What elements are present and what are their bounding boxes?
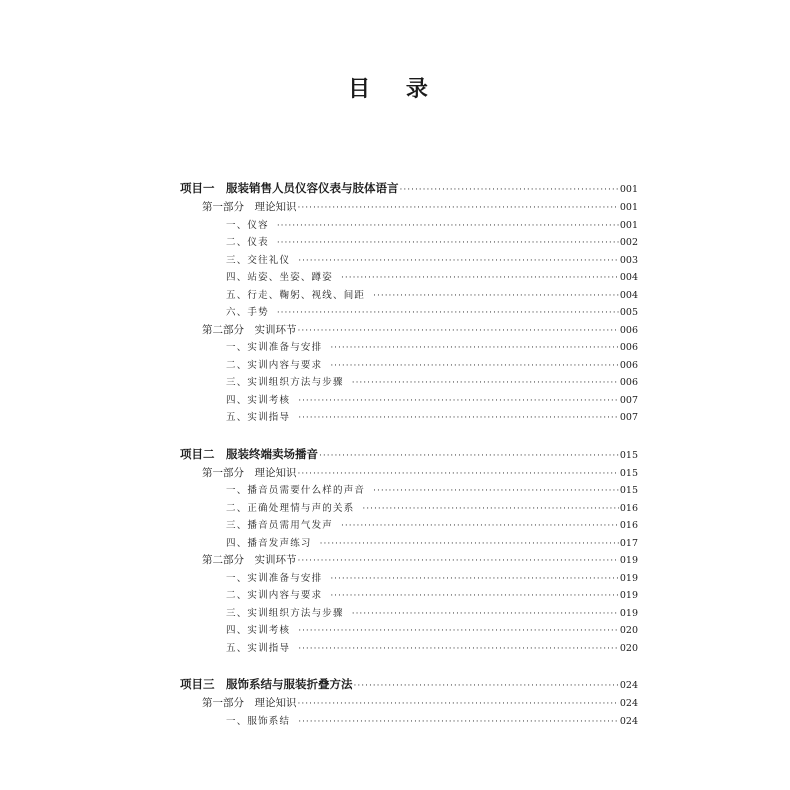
- toc-item-entry-page-number: 005: [619, 307, 638, 318]
- toc-part-entry-label: 第二部分 实训环节: [202, 554, 297, 566]
- dot-leader: [298, 626, 619, 636]
- toc-item-entry-page-number: 016: [619, 520, 638, 531]
- toc-item-entry-page-number: 007: [619, 394, 638, 406]
- toc-item-entry-page-number: 016: [619, 502, 638, 514]
- dot-leader: [298, 396, 619, 406]
- toc-item-entry-label: 四、实训考核: [226, 394, 291, 406]
- toc-part-entry-label: 第一部分 理论知识: [202, 697, 297, 709]
- toc-item-entry-label: 五、实训指导: [226, 642, 291, 654]
- toc-item-entry-label: 一、播音员需要什么样的声音: [226, 485, 366, 496]
- toc-project-entry-label: 项目三 服饰系结与服装折叠方法: [180, 677, 353, 691]
- toc-item-entry-label: 五、行走、鞠躬、视线、间距: [226, 289, 366, 301]
- toc-item-entry-page-number: 019: [619, 572, 638, 584]
- dot-leader: [341, 521, 619, 531]
- toc-item-entry[interactable]: [180, 500, 638, 518]
- toc-item-entry-page-number: 002: [619, 237, 638, 248]
- section-spacer: [180, 427, 638, 446]
- toc-item-entry-label: 一、仪容: [226, 219, 269, 231]
- dot-leader: [352, 609, 619, 619]
- toc-item-entry[interactable]: [180, 287, 638, 305]
- dot-leader: [298, 256, 619, 266]
- dot-leader: [298, 699, 619, 709]
- toc-item-entry-label: 一、实训准备与安排: [226, 572, 323, 584]
- dot-leader: [298, 644, 619, 654]
- dot-leader: [373, 291, 619, 301]
- toc-part-entry[interactable]: [180, 199, 638, 217]
- toc-part-entry-page-number: 001: [619, 202, 638, 213]
- toc-item-entry[interactable]: [180, 357, 638, 375]
- toc-item-entry-label: 五、实训指导: [226, 412, 291, 423]
- toc-item-entry-page-number: 007: [619, 412, 638, 423]
- toc-item-entry[interactable]: [180, 304, 638, 322]
- toc-item-entry[interactable]: [180, 482, 638, 500]
- dot-leader: [330, 343, 619, 353]
- toc-project-entry[interactable]: [180, 180, 638, 199]
- dot-leader: [352, 378, 619, 388]
- toc-item-entry[interactable]: [180, 339, 638, 357]
- dot-leader: [319, 451, 619, 461]
- toc-item-entry-label: 二、仪表: [226, 237, 269, 248]
- toc-item-entry[interactable]: [180, 587, 638, 605]
- page-title: 目 录: [348, 77, 442, 102]
- toc-part-entry[interactable]: [180, 552, 638, 570]
- toc-part-entry[interactable]: [180, 695, 638, 713]
- toc-part-entry[interactable]: [180, 322, 638, 340]
- toc-project-entry-page-number: 001: [619, 184, 638, 195]
- toc-item-entry[interactable]: [180, 217, 638, 235]
- toc-item-entry-label: 六、手势: [226, 307, 269, 318]
- toc-item-entry-page-number: 003: [619, 254, 638, 266]
- toc-part-entry[interactable]: [180, 465, 638, 483]
- dot-leader: [330, 361, 619, 371]
- dot-leader: [400, 185, 619, 195]
- toc-item-entry-label: 四、站姿、坐姿、蹲姿: [226, 272, 334, 283]
- toc-item-entry-page-number: 006: [619, 359, 638, 371]
- dot-leader: [298, 413, 619, 423]
- dot-leader: [330, 591, 619, 601]
- toc-item-entry[interactable]: [180, 622, 638, 640]
- dot-leader: [298, 203, 619, 213]
- toc-project-entry-page-number: 015: [619, 449, 638, 461]
- toc-item-entry-page-number: 004: [619, 272, 638, 283]
- toc-item-entry[interactable]: [180, 570, 638, 588]
- toc-project-entry[interactable]: [180, 446, 638, 465]
- toc-item-entry[interactable]: [180, 392, 638, 410]
- toc-item-entry[interactable]: [180, 252, 638, 270]
- dot-leader: [362, 504, 618, 514]
- toc-item-entry-label: 二、正确处理情与声的关系: [226, 502, 355, 514]
- toc-item-entry-page-number: 019: [619, 590, 638, 601]
- toc-item-entry[interactable]: [180, 517, 638, 535]
- toc-item-entry[interactable]: [180, 605, 638, 623]
- toc-part-entry-page-number: 015: [619, 467, 638, 479]
- toc-item-entry[interactable]: [180, 234, 638, 252]
- toc-item-entry[interactable]: [180, 409, 638, 427]
- dot-leader: [277, 308, 619, 318]
- toc-item-entry-page-number: 020: [619, 625, 638, 636]
- toc-item-entry[interactable]: [180, 269, 638, 287]
- dot-leader: [341, 273, 619, 283]
- toc-item-entry-label: 一、服饰系结: [226, 715, 291, 727]
- toc-item-entry[interactable]: [180, 535, 638, 553]
- toc-item-entry[interactable]: [180, 374, 638, 392]
- toc-item-entry-label: 二、实训内容与要求: [226, 590, 323, 601]
- toc-item-entry-label: 四、实训考核: [226, 625, 291, 636]
- dot-leader: [298, 469, 619, 479]
- dot-leader: [277, 238, 619, 248]
- toc-item-entry-page-number: 015: [619, 485, 638, 496]
- dot-leader: [330, 574, 619, 584]
- toc-item-entry-label: 四、播音发声练习: [226, 537, 312, 549]
- dot-leader: [298, 717, 619, 727]
- toc-project-entry-label: 项目二 服装终端卖场播音: [180, 446, 318, 461]
- toc-item-entry-label: 三、实训组织方法与步骤: [226, 607, 344, 619]
- toc-item-entry-page-number: 017: [619, 537, 638, 549]
- toc-item-entry-page-number: 024: [619, 715, 638, 727]
- dot-leader: [298, 556, 619, 566]
- dot-leader: [373, 486, 619, 496]
- toc-item-entry-page-number: 006: [619, 342, 638, 353]
- dot-leader: [298, 326, 619, 336]
- toc-part-entry-label: 第二部分 实训环节: [202, 323, 297, 336]
- toc-item-entry[interactable]: [180, 640, 638, 658]
- toc-item-entry-label: 三、实训组织方法与步骤: [226, 377, 344, 388]
- toc-item-entry-page-number: 004: [619, 289, 638, 301]
- dot-leader: [277, 221, 619, 231]
- toc-part-entry-label: 第一部分 理论知识: [202, 466, 297, 479]
- toc-item-entry-label: 三、交往礼仪: [226, 254, 291, 266]
- toc-project-entry-label: 项目一 服装销售人员仪容仪表与肢体语言: [180, 181, 399, 195]
- table-of-contents: [180, 180, 638, 730]
- dot-leader: [320, 539, 619, 549]
- toc-item-entry-page-number: 020: [619, 642, 638, 654]
- toc-part-entry-page-number: 024: [619, 698, 638, 709]
- toc-item-entry-page-number: 006: [619, 377, 638, 388]
- toc-item-entry-page-number: 001: [619, 219, 638, 231]
- toc-item-entry[interactable]: [180, 713, 638, 731]
- toc-part-entry-page-number: 019: [619, 555, 638, 566]
- toc-item-entry-label: 三、播音员需用气发声: [226, 520, 334, 531]
- dot-leader: [354, 681, 619, 691]
- toc-item-entry-label: 二、实训内容与要求: [226, 359, 323, 371]
- toc-item-entry-page-number: 019: [619, 607, 638, 619]
- toc-part-entry-label: 第一部分 理论知识: [202, 201, 297, 213]
- toc-project-entry[interactable]: [180, 676, 638, 695]
- toc-part-entry-page-number: 006: [619, 324, 638, 336]
- section-spacer: [180, 657, 638, 676]
- toc-item-entry-label: 一、实训准备与安排: [226, 342, 323, 353]
- toc-project-entry-page-number: 024: [619, 680, 638, 691]
